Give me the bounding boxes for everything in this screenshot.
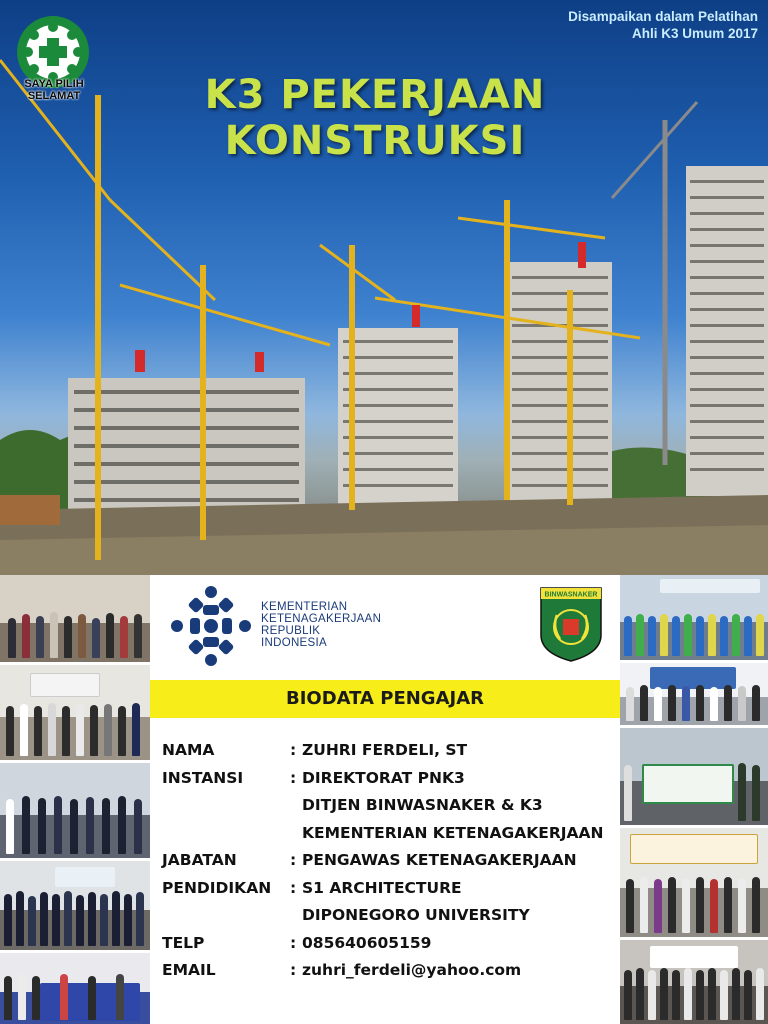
- biodata-separator: :: [290, 878, 297, 897]
- biodata-label: INSTANSI: [162, 768, 244, 787]
- left-photo-4: [0, 861, 150, 953]
- biodata-separator: :: [290, 961, 297, 979]
- biodata-label: EMAIL: [162, 961, 216, 979]
- biodata-value: KEMENTERIAN KETENAGAKERJAAN: [302, 823, 604, 842]
- biodata-row-telp: [162, 930, 614, 958]
- biodata-value: 085640605159: [302, 933, 432, 952]
- biodata-heading: BIODATA PENGAJAR: [150, 680, 620, 718]
- ministry-line-3: REPUBLIK: [261, 625, 321, 637]
- biodata-value: DIPONEGORO UNIVERSITY: [302, 906, 530, 924]
- delivered-line-2: Ahli K3 Umum 2017: [631, 26, 758, 41]
- right-photo-5: [620, 940, 768, 1024]
- biodata-row-instansi-3: [162, 820, 614, 848]
- right-photo-3: [620, 728, 768, 828]
- binwasnaker-shield-icon: [538, 585, 604, 663]
- biodata-separator: :: [290, 851, 297, 869]
- ministry-line-4: INDONESIA: [261, 637, 327, 649]
- page-title: [150, 72, 600, 164]
- biodata-label: JABATAN: [162, 851, 237, 869]
- k3-logo-text: SAYA PILIH SELAMAT: [24, 78, 84, 102]
- biodata-list: [162, 737, 614, 985]
- biodata-value: DIREKTORAT PNK3: [302, 768, 465, 787]
- biodata-value: DITJEN BINWASNAKER & K3: [302, 796, 543, 814]
- biodata-row-instansi: [162, 765, 614, 793]
- right-photo-1: [620, 575, 768, 663]
- biodata-label: TELP: [162, 933, 205, 952]
- right-photo-2: [620, 663, 768, 728]
- biodata-value: PENGAWAS KETENAGAKERJAAN: [302, 851, 577, 869]
- biodata-row-email: [162, 957, 614, 985]
- left-photo-2: [0, 665, 150, 763]
- page-title-line-1: K3 PEKERJAAN: [204, 72, 546, 118]
- biodata-row-instansi-2: [162, 792, 614, 820]
- biodata-value: S1 ARCHITECTURE: [302, 878, 462, 897]
- biodata-separator: :: [290, 741, 297, 759]
- right-photo-4: [620, 828, 768, 940]
- ministry-line-2: KETENAGAKERJAAN: [261, 613, 382, 625]
- delivered-line-1: Disampaikan dalam Pelatihan: [568, 9, 758, 24]
- biodata-row-pendidikan: [162, 875, 614, 903]
- left-photo-1: [0, 575, 150, 665]
- biodata-separator: :: [290, 768, 297, 787]
- kemnaker-logo-icon: [170, 585, 252, 667]
- delivered-note: [568, 8, 758, 42]
- biodata-row-name: [162, 737, 614, 765]
- biodata-row-jabatan: [162, 847, 614, 875]
- left-photo-3: [0, 763, 150, 861]
- biodata-label: NAMA: [162, 741, 215, 759]
- biodata-row-pendidikan-2: [162, 902, 614, 930]
- email-link[interactable]: zuhri_ferdeli@yahoo.com: [302, 961, 522, 979]
- bin-logo-text: BINWASNAKER: [544, 591, 598, 599]
- biodata-separator: :: [290, 933, 297, 952]
- biodata-panel: [150, 575, 620, 1024]
- ministry-line-1: KEMENTERIAN: [261, 601, 348, 613]
- biodata-label: PENDIDIKAN: [162, 878, 272, 897]
- page-title-line-2: KONSTRUKSI: [224, 118, 526, 164]
- biodata-value: ZUHRI FERDELI, ST: [302, 741, 468, 759]
- left-photo-5: [0, 953, 150, 1024]
- ministry-name: [261, 601, 381, 649]
